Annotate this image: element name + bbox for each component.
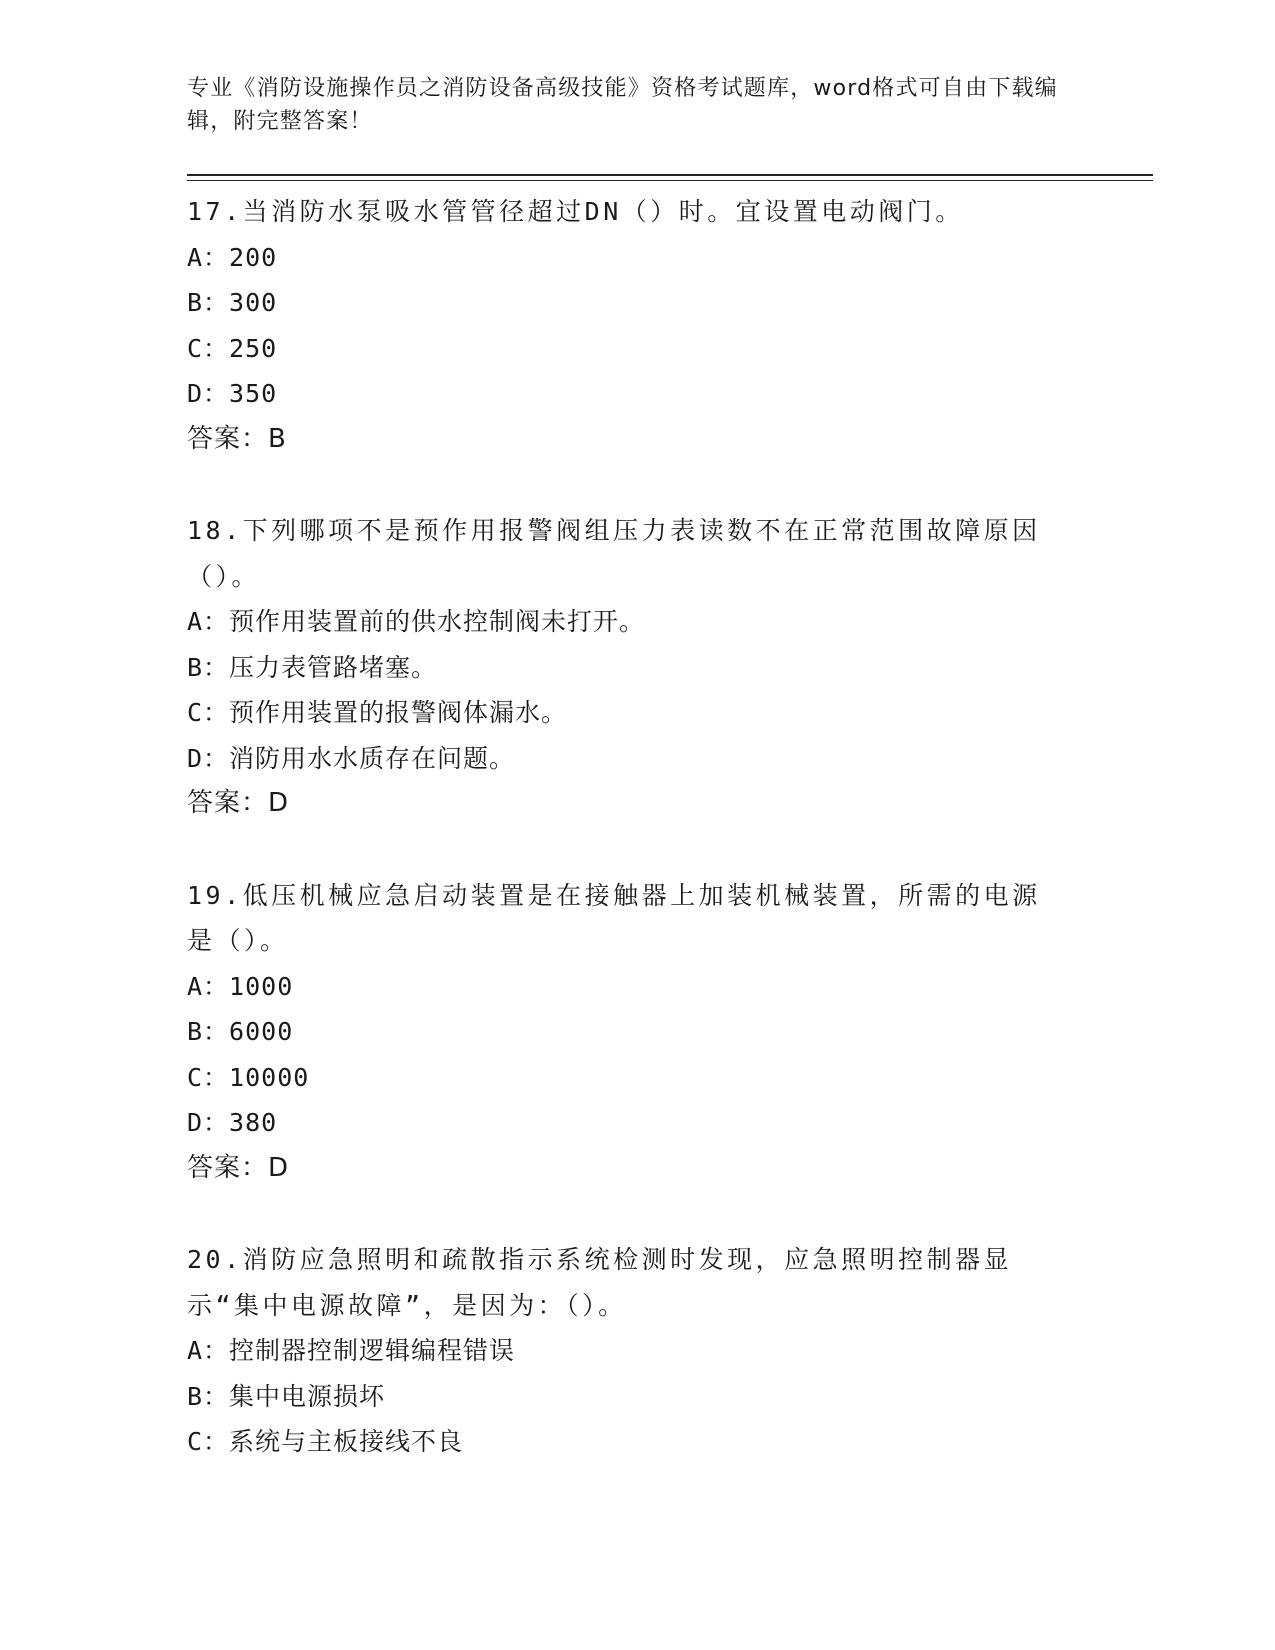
option-a: A：1000	[187, 971, 294, 1001]
option-c: C：250	[187, 333, 278, 363]
question-spacer	[187, 827, 1087, 873]
question-18	[187, 508, 1087, 827]
option-c: C：10000	[187, 1062, 310, 1092]
answer-line: 答案：B	[187, 423, 287, 454]
question-stem: 17.当消防水泵吸水管管径超过DN（）时。宜设置电动阀门。	[187, 197, 964, 226]
option-c: C：预作用装置的报警阀体漏水。	[187, 698, 568, 727]
question-list	[187, 189, 1087, 1465]
question-stem: 18.下列哪项不是预作用报警阀组压力表读数不在正常范围故障原因（）。	[187, 516, 1041, 591]
question-20	[187, 1237, 1087, 1465]
option-a: A：控制器控制逻辑编程错误	[187, 1336, 516, 1365]
option-b: B：6000	[187, 1017, 294, 1046]
question-spacer	[187, 1191, 1087, 1237]
option-d: D：消防用水水质存在问题。	[187, 743, 516, 773]
question-spacer	[187, 462, 1087, 508]
option-a: A：200	[187, 242, 278, 272]
option-b: B：压力表管路堵塞。	[187, 652, 438, 682]
question-stem: 19.低压机械应急启动装置是在接触器上加装机械装置，所需的电源是（）。	[187, 880, 1041, 955]
document-header: 专业《消防设施操作员之消防设备高级技能》资格考试题库，word格式可自由下载编辑，附完整答案！	[187, 76, 1058, 134]
option-d: D：380	[187, 1108, 278, 1137]
option-a: A：预作用装置前的供水控制阀未打开。	[187, 607, 646, 636]
option-d: D：350	[187, 379, 278, 408]
question-17	[187, 189, 1087, 462]
header-divider-thick	[187, 174, 1153, 176]
option-b: B：集中电源损坏	[187, 1381, 386, 1411]
header-divider-thin	[187, 180, 1153, 181]
question-stem: 20.消防应急照明和疏散指示系统检测时发现，应急照明控制器显示“集中电源故障”，是因为：（）。	[187, 1245, 1013, 1320]
option-c: C：系统与主板接线不良	[187, 1427, 464, 1456]
option-b: B：300	[187, 288, 278, 317]
question-19	[187, 873, 1087, 1192]
answer-line: 答案：D	[187, 1152, 290, 1183]
answer-line: 答案：D	[187, 788, 290, 818]
